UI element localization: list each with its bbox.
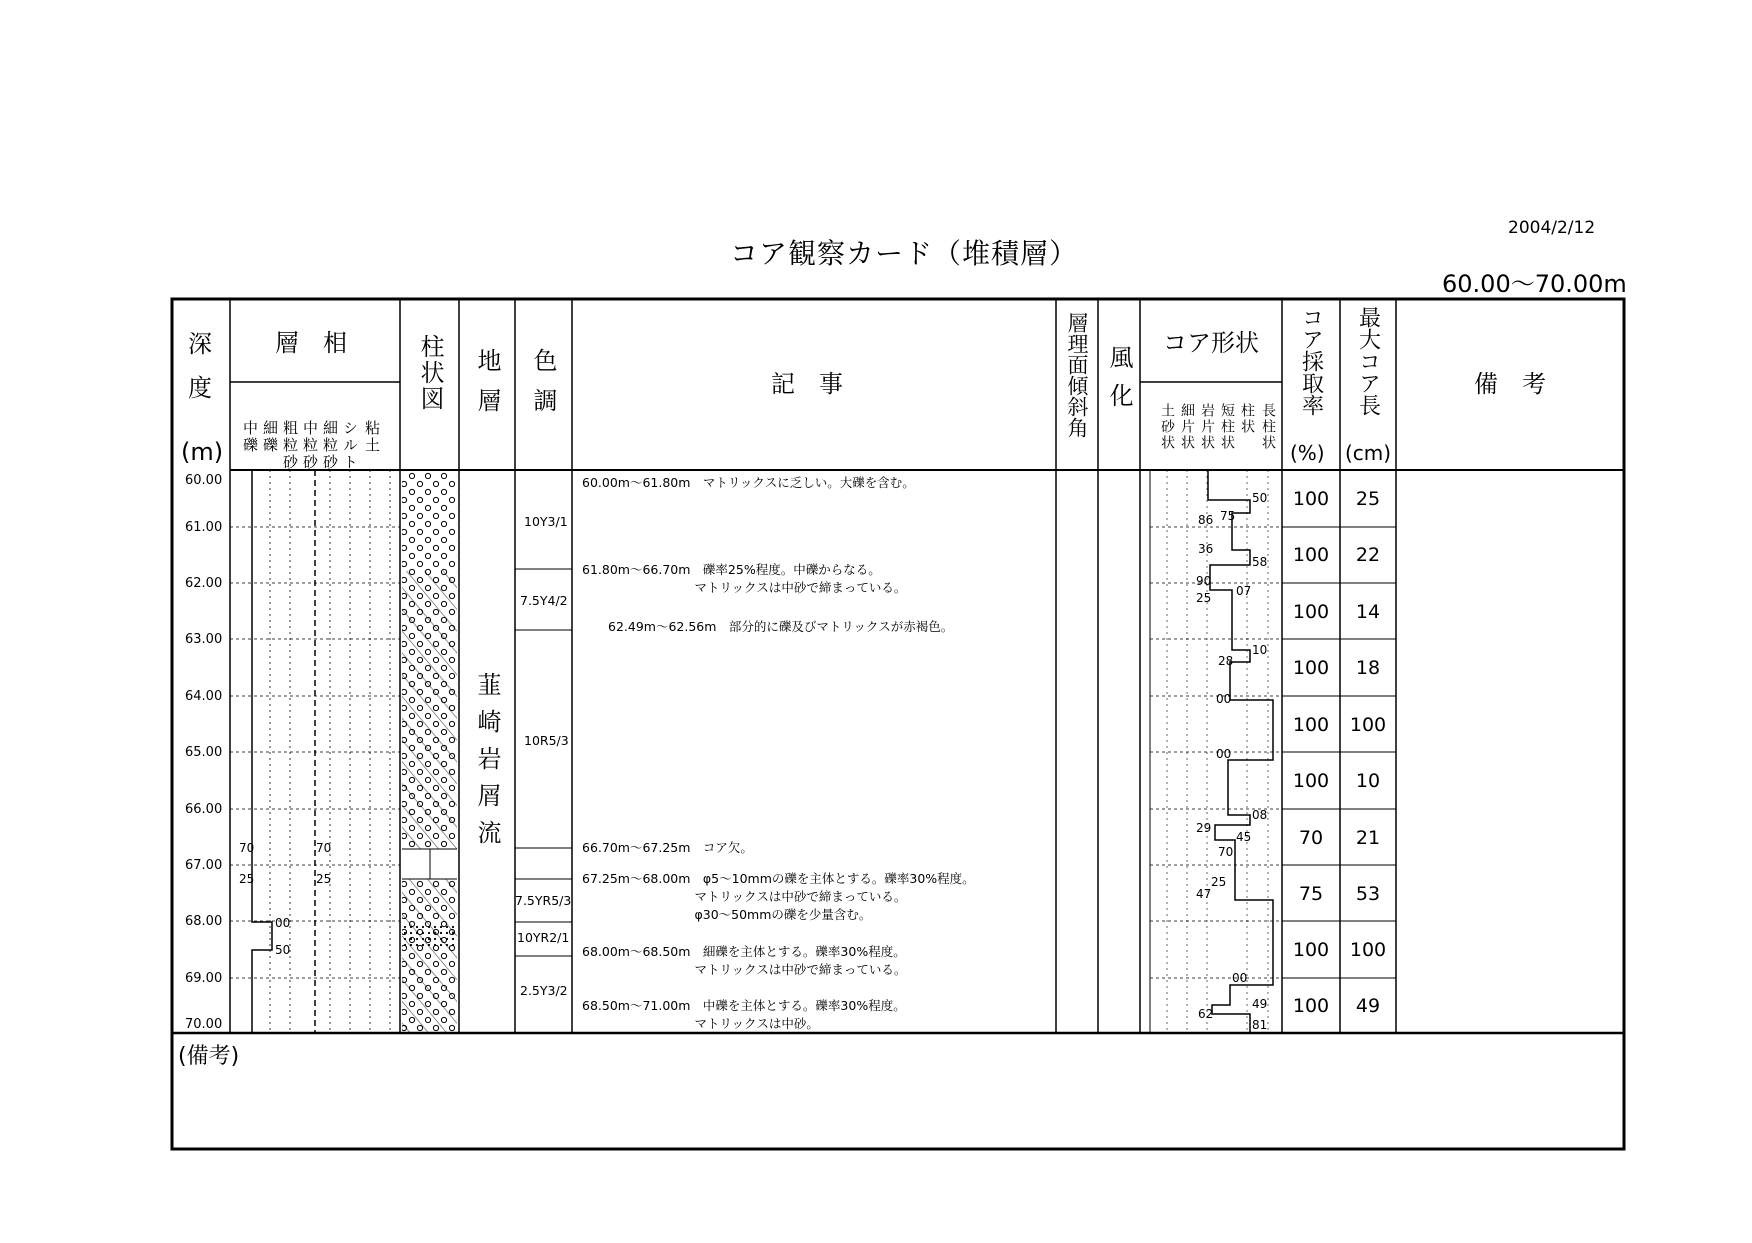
svg-text:50: 50 <box>1252 491 1268 505</box>
description: 62.49m～62.56m 部分的に礫及びマトリックスが赤褐色。 <box>608 619 954 634</box>
depth-tick: 62.00 <box>185 576 223 591</box>
svg-text:00: 00 <box>1216 747 1232 761</box>
core-sub-short-column: 短柱状 <box>1219 403 1235 451</box>
page-title: コア観察カード（堆積層） <box>730 237 1079 270</box>
recovery-value: 70 <box>1298 827 1324 849</box>
svg-text:50: 50 <box>275 943 291 957</box>
formation-header: 地層 <box>473 348 501 428</box>
color-tone: 10R5/3 <box>524 733 569 748</box>
color-tone: 7.5Y4/2 <box>520 593 568 608</box>
svg-text:90: 90 <box>1196 574 1212 588</box>
color-tone: 7.5YR5/3 <box>515 893 572 908</box>
facies-header: 層 相 <box>275 329 347 357</box>
core-sub-long-column: 長柱状 <box>1260 403 1276 451</box>
svg-text:70: 70 <box>239 841 255 855</box>
svg-text:29: 29 <box>1196 821 1212 835</box>
svg-text:81: 81 <box>1252 1018 1268 1032</box>
depth-tick: 67.00 <box>185 858 223 873</box>
svg-text:58: 58 <box>1252 555 1268 569</box>
recovery-value: 100 <box>1292 714 1330 736</box>
depth-tick: 65.00 <box>185 745 223 760</box>
facies-sub-medium-gravel: 中礫 <box>241 420 259 454</box>
facies-sub-clay: 粘土 <box>363 420 381 454</box>
max-core-value: 25 <box>1355 488 1381 510</box>
columnar-section <box>402 471 457 1033</box>
depth-range: 60.00～70.00m <box>1442 270 1627 298</box>
facies-sub-silt: シルト <box>341 420 359 471</box>
svg-text:25: 25 <box>1196 591 1212 605</box>
svg-text:08: 08 <box>1252 808 1268 822</box>
core-shape-header: コア形状 <box>1163 329 1259 357</box>
svg-text:62: 62 <box>1198 1007 1214 1021</box>
facies-profile <box>252 470 272 1033</box>
facies-subheaders <box>241 420 381 471</box>
core-shape-graph <box>1150 470 1273 1033</box>
core-sub-rock-fragment: 岩片状 <box>1199 403 1215 451</box>
color-tone: 2.5Y3/2 <box>520 983 568 998</box>
recovery-value: 75 <box>1298 883 1324 905</box>
recovery-value: 100 <box>1292 995 1330 1017</box>
svg-text:10: 10 <box>1252 643 1268 657</box>
svg-text:07: 07 <box>1236 584 1252 598</box>
depth-tick: 61.00 <box>185 520 223 535</box>
color-tones <box>515 514 571 998</box>
facies-sub-coarse-sand: 粗粒砂 <box>281 420 299 471</box>
depth-scale <box>185 473 222 1032</box>
recovery-value: 100 <box>1292 770 1330 792</box>
color-tone: 10YR2/1 <box>517 930 570 945</box>
color-header: 色調 <box>529 348 557 428</box>
description: 61.80m～66.70m 礫率25%程度。中礫からなる。 マトリックスは中砂で締まっている。 <box>582 562 907 595</box>
depth-header-2: 度 <box>188 374 212 402</box>
svg-text:25: 25 <box>1211 875 1227 889</box>
svg-text:75: 75 <box>1220 509 1236 523</box>
svg-text:70: 70 <box>316 841 332 855</box>
depth-tick: 63.00 <box>185 632 223 647</box>
dip-header: 層理面傾斜角 <box>1065 312 1089 438</box>
max-core-value: 21 <box>1355 827 1381 849</box>
svg-text:36: 36 <box>1198 542 1214 556</box>
description: 68.50m～71.00m 中礫を主体とする。礫率30%程度。 マトリックスは中砂。 <box>582 998 906 1031</box>
depth-tick: 64.00 <box>185 689 223 704</box>
notes-header: 記 事 <box>771 370 843 398</box>
depth-header-1: 深 <box>188 330 212 358</box>
recovery-grid <box>1282 527 1396 978</box>
core-shape-subheaders <box>1159 402 1276 451</box>
core-sub-soil: 土砂状 <box>1159 403 1175 451</box>
date: 2004/2/12 <box>1508 218 1596 238</box>
facies-labels <box>239 841 331 957</box>
description: 66.70m～67.25m コア欠。 <box>582 840 753 855</box>
svg-text:45: 45 <box>1236 830 1252 844</box>
recovery-value: 100 <box>1292 601 1330 623</box>
svg-text:86: 86 <box>1198 513 1214 527</box>
svg-text:00: 00 <box>275 916 291 930</box>
facies-sub-fine-gravel: 細礫 <box>261 420 279 454</box>
max-core-value: 22 <box>1355 544 1381 566</box>
formation-name: 韮崎岩屑流 <box>473 672 501 857</box>
facies-sub-fine-sand: 細粒砂 <box>321 420 339 471</box>
facies-sub-medium-sand: 中粒砂 <box>301 420 319 471</box>
svg-text:25: 25 <box>316 872 332 886</box>
svg-text:25: 25 <box>239 872 255 886</box>
recovery-unit: (%) <box>1290 441 1325 465</box>
max-core-value: 18 <box>1355 657 1381 679</box>
columnar-header: 柱状図 <box>416 334 444 412</box>
description: 68.00m～68.50m 細礫を主体とする。礫率30%程度。 マトリックスは中砂で締まっている。 <box>582 944 907 977</box>
max-core-unit: (cm) <box>1345 441 1392 465</box>
depth-tick: 70.00 <box>185 1017 223 1032</box>
max-core-value: 49 <box>1355 995 1381 1017</box>
max-core-value: 100 <box>1349 939 1387 961</box>
recovery-value: 100 <box>1292 488 1330 510</box>
core-sub-column: 柱状 <box>1239 403 1255 435</box>
max-core-value: 10 <box>1355 770 1381 792</box>
color-tone: 10Y3/1 <box>524 514 568 529</box>
core-sub-fine-fragment: 細片状 <box>1179 403 1195 451</box>
svg-text:28: 28 <box>1218 654 1234 668</box>
depth-header-unit: (m) <box>181 438 224 466</box>
svg-text:70: 70 <box>1218 845 1234 859</box>
svg-text:00: 00 <box>1216 692 1232 706</box>
recovery-value: 100 <box>1292 939 1330 961</box>
max-core-header: 最大コア長 <box>1355 306 1381 416</box>
depth-tick: 68.00 <box>185 914 223 929</box>
recovery-header: コア採取率 <box>1298 306 1324 416</box>
svg-text:49: 49 <box>1252 997 1268 1011</box>
max-core-value: 14 <box>1355 601 1381 623</box>
depth-tick: 69.00 <box>185 971 223 986</box>
max-core-value: 53 <box>1355 883 1381 905</box>
recovery-value: 100 <box>1292 544 1330 566</box>
recovery-value: 100 <box>1292 657 1330 679</box>
max-core-value: 100 <box>1349 714 1387 736</box>
svg-text:47: 47 <box>1196 887 1212 901</box>
descriptions <box>582 475 975 1031</box>
remarks-header: 備 考 <box>1474 370 1546 398</box>
depth-tick: 60.00 <box>185 473 223 488</box>
weathering-header: 風化 <box>1105 345 1133 421</box>
svg-text:00: 00 <box>1232 971 1248 985</box>
depth-tick: 66.00 <box>185 802 223 817</box>
description: 60.00m～61.80m マトリックスに乏しい。大礫を含む。 <box>582 475 915 490</box>
remarks-label: (備考) <box>178 1044 240 1069</box>
description: 67.25m～68.00m φ5～10mmの礫を主体とする。礫率30%程度。 マトリックスは中砂で締まっている。 φ30～50mmの礫を少量含む。 <box>582 871 975 922</box>
